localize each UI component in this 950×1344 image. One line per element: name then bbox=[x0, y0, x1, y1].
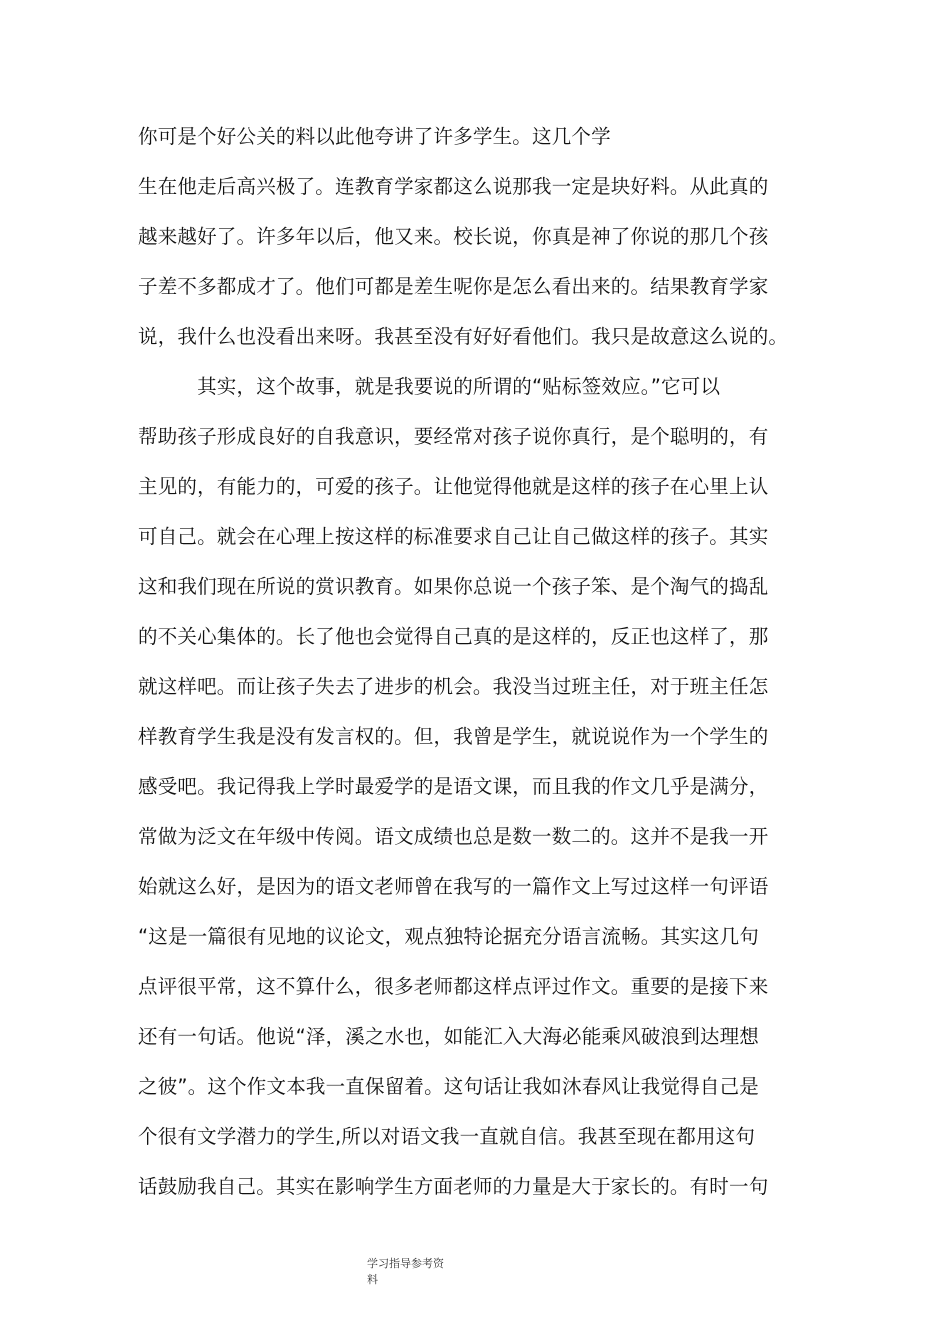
footer-line: 学习指导参考资 bbox=[367, 1257, 444, 1270]
text-line: 话鼓励我自己。其实在影响学生方面老师的力量是大于家长的。有时一句 bbox=[138, 1175, 769, 1198]
text-line: 就这样吧。而让孩子失去了进步的机会。我没当过班主任，对于班主任怎 bbox=[138, 675, 769, 698]
text-line: 主见的，有能力的，可爱的孩子。让他觉得他就是这样的孩子在心里上认 bbox=[138, 475, 769, 498]
text-line: 常做为泛文在年级中传阅。语文成绩也总是数一数二的。这并不是我一开 bbox=[138, 825, 769, 848]
footer-line: 料 bbox=[367, 1273, 378, 1286]
text-line: 子差不多都成才了。他们可都是差生呢你是怎么看出来的。结果教育学家 bbox=[138, 275, 769, 298]
text-line: 个很有文学潜力的学生,所以对语文我一直就自信。我甚至现在都用这句 bbox=[138, 1125, 756, 1148]
text-line: 始就这么好，是因为的语文老师曾在我写的一篇作文上写过这样一句评语 bbox=[138, 875, 769, 898]
text-line: 越来越好了。许多年以后，他又来。校长说，你真是神了你说的那几个孩 bbox=[138, 225, 769, 248]
text-line: 帮助孩子形成良好的自我意识，要经常对孩子说你真行，是个聪明的，有 bbox=[138, 425, 769, 448]
text-line: 生在他走后高兴极了。连教育学家都这么说那我一定是块好料。从此真的 bbox=[138, 175, 769, 198]
text-line: 可自己。就会在心理上按这样的标准要求自己让自己做这样的孩子。其实 bbox=[138, 525, 769, 548]
text-line: 点评很平常，这不算什么，很多老师都这样点评过作文。重要的是接下来 bbox=[138, 975, 769, 998]
text-line: 样教育学生我是没有发言权的。但，我曾是学生，就说说作为一个学生的 bbox=[138, 725, 769, 748]
body-text bbox=[138, 118, 838, 1218]
text-line: 说，我什么也没看出来呀。我甚至没有好好看他们。我只是故意这么说的。 bbox=[138, 325, 789, 348]
text-line: 的不关心集体的。长了他也会觉得自己真的是这样的，反正也这样了，那 bbox=[138, 625, 769, 648]
text-line: 感受吧。我记得我上学时最爱学的是语文课，而且我的作文几乎是满分， bbox=[138, 775, 769, 798]
text-line: 其实，这个故事，就是我要说的所谓的“贴标签效应。”它可以 bbox=[138, 375, 721, 398]
text-line: 你可是个好公关的料以此他夸讲了许多学生。这几个学 bbox=[138, 125, 611, 148]
text-line: 还有一句话。他说“泽，溪之水也，如能汇入大海必能乘风破浪到达理想 bbox=[138, 1025, 760, 1048]
page-footer bbox=[367, 1256, 444, 1288]
text-line: “这是一篇很有见地的议论文，观点独特论据充分语言流畅。其实这几句 bbox=[138, 925, 760, 948]
text-line: 之彼”。这个作文本我一直保留着。这句话让我如沐春风让我觉得自己是 bbox=[138, 1075, 760, 1098]
text-line: 这和我们现在所说的赏识教育。如果你总说一个孩子笨、是个淘气的捣乱 bbox=[138, 575, 769, 598]
